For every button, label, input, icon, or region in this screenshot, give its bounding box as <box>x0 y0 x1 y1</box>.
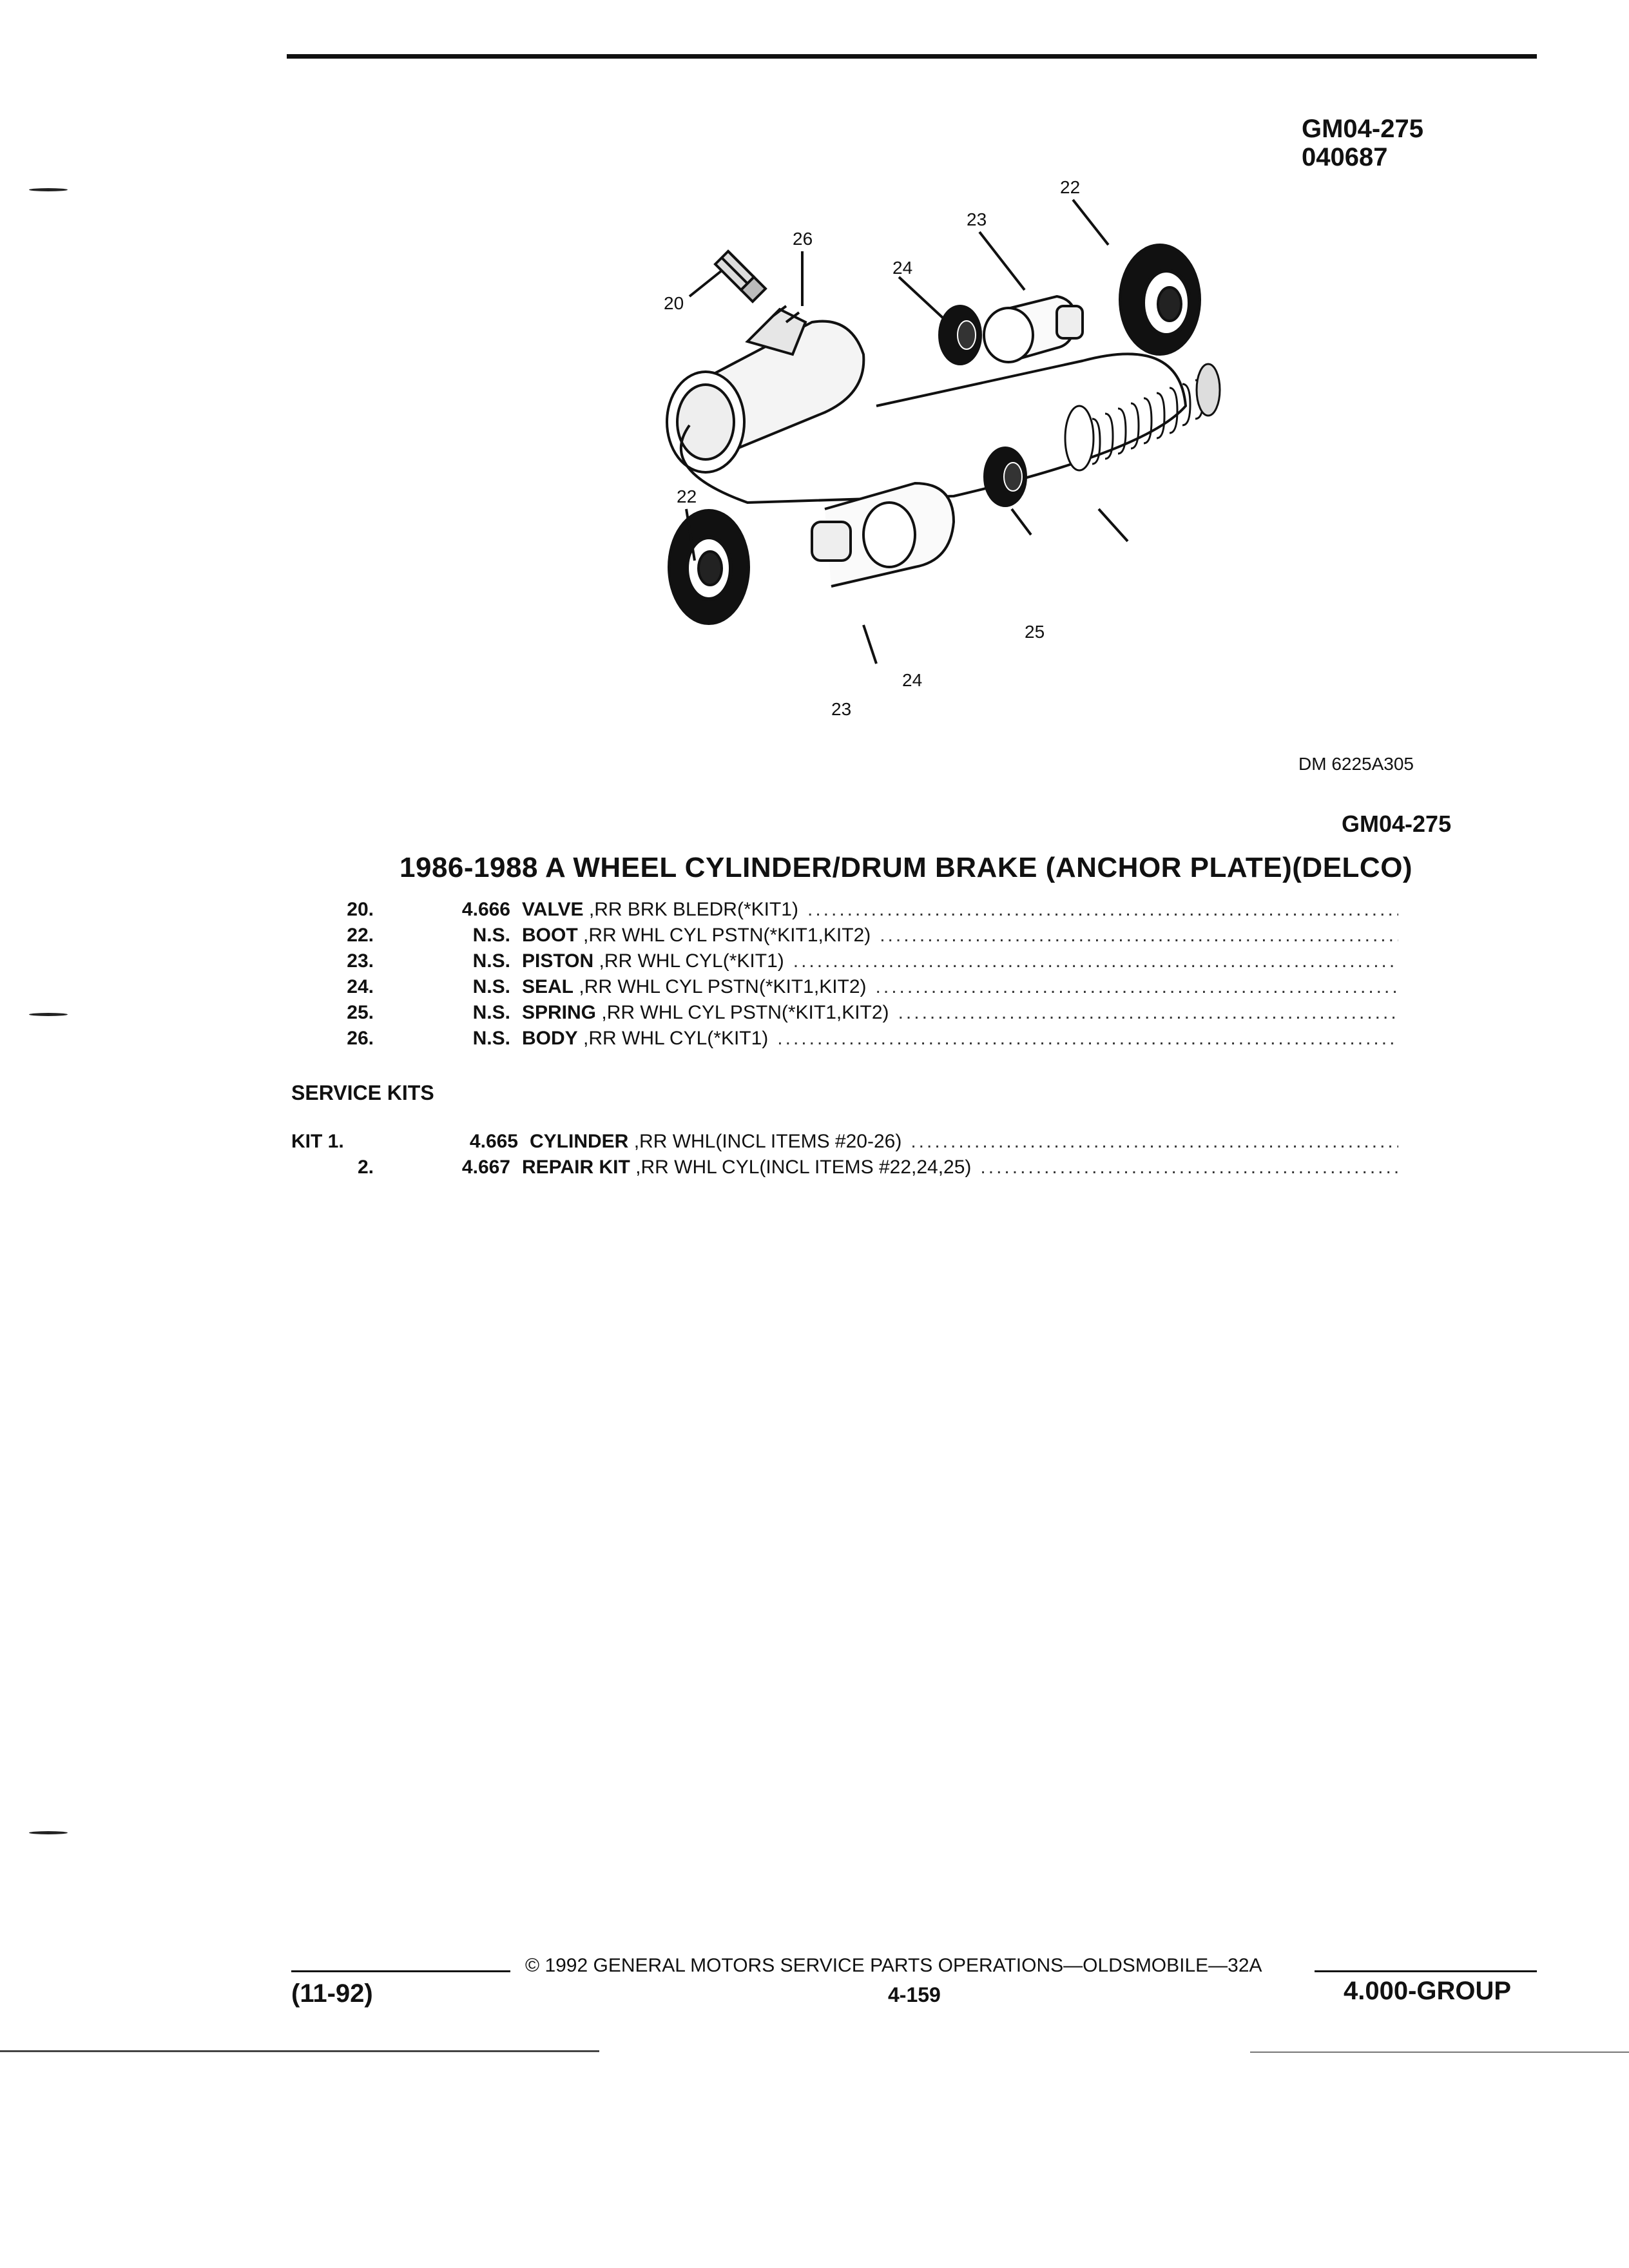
part-row <box>284 897 1398 923</box>
kit-code: 4.665 <box>469 1131 518 1152</box>
part-desc: ,RR WHL CYL PSTN(*KIT1,KIT2) <box>583 925 871 946</box>
spring-25-drawing <box>1065 364 1220 470</box>
callout-23-bottom: 23 <box>831 699 852 719</box>
part-row <box>284 1000 1398 1026</box>
punch-mark <box>29 1013 68 1016</box>
kit-code: 4.667 <box>461 1157 510 1178</box>
part-code: N.S. <box>472 950 510 972</box>
doc-date: 040687 <box>1302 143 1388 171</box>
kit-number: KIT 1. <box>291 1131 344 1152</box>
callout-22-bottom: 22 <box>677 486 697 506</box>
footer-copyright: © 1992 GENERAL MOTORS SERVICE PARTS OPERATIONS—OLDSMOBILE—32A <box>525 1955 1262 1976</box>
footer-rule-right <box>1315 1970 1537 1972</box>
part-number: 26. <box>347 1028 374 1049</box>
dot-leader <box>980 1155 1398 1180</box>
part-code: N.S. <box>472 925 510 946</box>
bottom-scan-line-right <box>1250 2052 1629 2053</box>
dot-leader <box>807 897 1398 923</box>
footer-page-number: 4-159 <box>888 1983 941 2006</box>
part-name: SEAL <box>522 976 574 997</box>
part-desc: ,RR WHL CYL PSTN(*KIT1,KIT2) <box>601 1002 889 1023</box>
kit-row <box>284 1155 1398 1180</box>
part-name: BODY <box>522 1028 578 1049</box>
part-row <box>284 923 1398 948</box>
kit-name: REPAIR KIT <box>522 1157 630 1178</box>
part-desc: ,RR BRK BLEDR(*KIT1) <box>588 899 798 920</box>
callout-24-top: 24 <box>892 258 913 278</box>
kit-number: 2. <box>357 1157 374 1178</box>
part-row <box>284 974 1398 1000</box>
kit-row <box>284 1129 1398 1155</box>
part-name: SPRING <box>522 1002 597 1023</box>
part-number: 20. <box>347 899 374 920</box>
punch-mark <box>29 188 68 191</box>
figure-ref: DM 6225A305 <box>1298 754 1414 774</box>
kit-name: CYLINDER <box>530 1131 629 1152</box>
callout-20: 20 <box>664 293 684 313</box>
dot-leader <box>876 974 1398 1000</box>
top-rule <box>287 54 1537 59</box>
part-number: 23. <box>347 950 374 972</box>
service-kits-heading: SERVICE KITS <box>291 1081 434 1104</box>
dot-leader <box>898 1000 1398 1026</box>
piston-23-top <box>984 296 1083 362</box>
callout-23-top: 23 <box>967 209 987 229</box>
dot-leader <box>793 948 1398 974</box>
part-row <box>284 948 1398 974</box>
part-row <box>284 1026 1398 1052</box>
doc-id: GM04-275 <box>1302 115 1423 143</box>
part-desc: ,RR WHL CYL(*KIT1) <box>599 950 784 972</box>
part-name: PISTON <box>522 950 594 972</box>
callout-24-bottom: 24 <box>902 670 923 690</box>
dot-leader <box>880 923 1398 948</box>
kit-desc: ,RR WHL CYL(INCL ITEMS #22,24,25) <box>635 1157 972 1178</box>
bottom-scan-line <box>0 2050 599 2052</box>
footer-rule-left <box>291 1970 510 1972</box>
part-name: BOOT <box>522 925 578 946</box>
callout-25: 25 <box>1025 622 1045 642</box>
part-desc: ,RR WHL CYL(*KIT1) <box>583 1028 769 1049</box>
punch-mark <box>29 1831 68 1834</box>
kit-desc: ,RR WHL(INCL ITEMS #20-26) <box>633 1131 902 1152</box>
part-number: 24. <box>347 976 374 997</box>
footer-date: (11-92) <box>291 1979 373 2008</box>
part-number: 25. <box>347 1002 374 1023</box>
part-code: 4.666 <box>461 899 510 920</box>
dot-leader <box>777 1026 1398 1052</box>
part-name: VALVE <box>522 899 584 920</box>
wheel-cylinder-diagram <box>619 174 1276 741</box>
callout-22-top: 22 <box>1060 177 1081 197</box>
footer-group: 4.000-GROUP <box>1344 1977 1512 2005</box>
dot-leader <box>911 1129 1398 1155</box>
part-code: N.S. <box>472 976 510 997</box>
cylinder-body-drawing <box>667 306 863 472</box>
part-desc: ,RR WHL CYL PSTN(*KIT1,KIT2) <box>579 976 867 997</box>
part-number: 22. <box>347 925 374 946</box>
part-code: N.S. <box>472 1028 510 1049</box>
section-id: GM04-275 <box>1342 811 1452 837</box>
bleeder-valve-drawing <box>715 251 766 302</box>
part-code: N.S. <box>472 1002 510 1023</box>
callout-26: 26 <box>793 229 813 249</box>
page-title: 1986-1988 A WHEEL CYLINDER/DRUM BRAKE (ANCHOR PLATE)(DELCO) <box>400 852 1413 883</box>
